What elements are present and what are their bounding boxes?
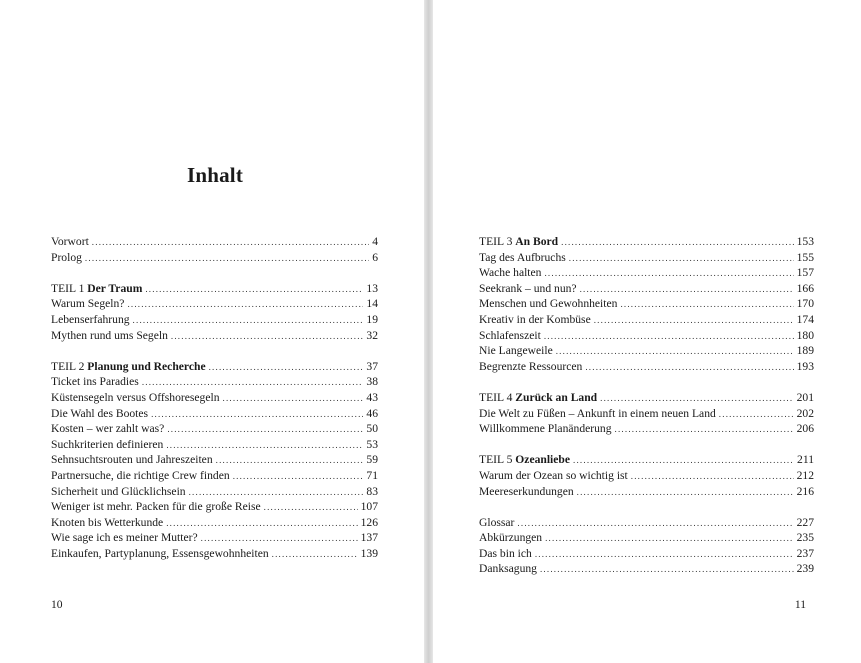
dot-leader: [615, 422, 794, 438]
dot-leader: [209, 360, 364, 376]
toc-entry-label: Die Welt zu Füßen – Ankunft in einem neuen Land: [479, 406, 716, 420]
toc-page-number: 206: [796, 422, 814, 436]
toc-page-number: 6: [372, 250, 378, 264]
toc-entry-label: [479, 452, 570, 468]
dot-leader: [167, 422, 363, 438]
dot-leader: [233, 469, 364, 485]
dot-leader: [189, 485, 364, 501]
section-gap: [479, 437, 814, 453]
toc-entry: [479, 530, 814, 546]
toc-entry-label: Kosten – wer zahlt was?: [51, 422, 165, 436]
toc-page-number: 137: [360, 531, 378, 545]
toc-entry-label: Danksagung: [479, 562, 537, 576]
toc-entry: [51, 312, 378, 328]
toc-entry: [479, 406, 814, 422]
dot-leader: [216, 453, 364, 469]
book-gutter: [424, 0, 433, 663]
toc-entry-label: Ticket ins Paradies: [51, 375, 139, 389]
toc-page-number: 4: [372, 235, 378, 248]
toc-page-number: 19: [366, 312, 378, 326]
dot-leader: [544, 329, 794, 345]
toc-entry-label: Partnersuche, die richtige Crew finden: [51, 468, 230, 482]
section-gap: [51, 343, 378, 359]
toc-entry: [479, 328, 814, 344]
dot-leader: [561, 235, 793, 251]
toc-entry-label: Nie Langeweile: [479, 344, 553, 358]
dot-leader: [223, 391, 364, 407]
toc-page-number: 14: [366, 297, 378, 311]
toc-entry: [51, 374, 378, 390]
toc-page-number: 157: [796, 266, 814, 280]
left-page: [0, 0, 424, 663]
toc-page-number: 153: [796, 235, 814, 248]
toc-entry: [51, 296, 378, 312]
toc-part-number: TEIL 3: [479, 235, 513, 248]
toc-entry: [51, 421, 378, 437]
toc-entry: [51, 250, 378, 266]
dot-leader: [594, 313, 794, 329]
toc-entry: [479, 281, 814, 297]
toc-entry: [479, 265, 814, 281]
toc-entry-label: Warum Segeln?: [51, 297, 125, 311]
toc-entry: [51, 437, 378, 453]
dot-leader: [556, 344, 794, 360]
toc-entry: [479, 468, 814, 484]
toc-page-number: 13: [366, 281, 378, 295]
toc-entry: [51, 546, 378, 562]
toc-left-list: [51, 234, 378, 561]
toc-entry-label: Einkaufen, Partyplanung, Essensgewohnheiten: [51, 546, 269, 560]
toc-page-number: 83: [366, 484, 378, 498]
toc-entry: [51, 484, 378, 500]
toc-part-heading: [51, 359, 378, 375]
dot-leader: [600, 391, 793, 407]
toc-part-heading: [479, 234, 814, 250]
toc-entry: [51, 234, 378, 250]
dot-leader: [719, 407, 794, 423]
toc-page-number: 235: [796, 531, 814, 545]
dot-leader: [133, 313, 364, 329]
toc-page-number: 227: [796, 515, 814, 529]
page-number-right: 11: [794, 598, 806, 611]
toc-entry: [479, 250, 814, 266]
dot-leader: [171, 329, 364, 345]
toc-entry-label: Tag des Aufbruchs: [479, 250, 566, 264]
toc-page-number: 212: [796, 468, 814, 482]
toc-entry-label: Sicherheit und Glücklichsein: [51, 484, 186, 498]
dot-leader: [264, 500, 358, 516]
toc-entry: [479, 515, 814, 531]
toc-part-title: Zurück an Land: [515, 390, 598, 404]
toc-page-number: 180: [796, 328, 814, 342]
toc-entry-label: [51, 359, 206, 375]
section-gap: [479, 499, 814, 515]
toc-entry-label: Menschen und Gewohnheiten: [479, 297, 618, 311]
section-gap: [51, 265, 378, 281]
dot-leader: [573, 453, 794, 469]
dot-leader: [92, 235, 369, 251]
toc-entry-label: Schlafenszeit: [479, 328, 541, 342]
toc-right-list: [479, 234, 814, 577]
toc-entry-label: Glossar: [479, 515, 515, 529]
toc-page-number: 170: [796, 297, 814, 311]
toc-entry: [479, 312, 814, 328]
toc-page-number: 193: [796, 359, 814, 373]
toc-entry-label: Küstensegeln versus Offshoresegeln: [51, 390, 220, 404]
toc-page-number: 189: [796, 344, 814, 358]
toc-entry-label: Seekrank – und nun?: [479, 281, 577, 295]
toc-page-number: 43: [366, 390, 378, 404]
toc-part-number: TEIL 2: [51, 359, 85, 373]
toc-page-number: 46: [366, 406, 378, 420]
toc-entry-label: Willkommene Planänderung: [479, 422, 612, 436]
toc-entry-label: Begrenzte Ressourcen: [479, 359, 583, 373]
toc-entry: [51, 328, 378, 344]
toc-page-number: 38: [366, 375, 378, 389]
dot-leader: [517, 516, 793, 532]
toc-entry-label: [479, 234, 558, 250]
dot-leader: [127, 297, 363, 313]
toc-page-number: 237: [796, 546, 814, 560]
dot-leader: [577, 485, 794, 501]
dot-leader: [166, 438, 363, 454]
dot-leader: [151, 407, 363, 423]
toc-page-number: 59: [366, 453, 378, 467]
toc-entry-label: Das bin ich: [479, 546, 532, 560]
dot-leader: [201, 531, 358, 547]
toc-part-title: Der Traum: [87, 281, 143, 295]
toc-entry-label: Lebenserfahrung: [51, 312, 130, 326]
toc-part-number: TEIL 1: [51, 281, 85, 295]
toc-entry: [479, 296, 814, 312]
toc-page-number: 201: [796, 390, 814, 404]
toc-page-number: 37: [366, 359, 378, 373]
toc-entry-label: Suchkriterien definieren: [51, 437, 164, 451]
toc-entry-label: Wie sage ich es meiner Mutter?: [51, 531, 198, 545]
right-page: [433, 0, 861, 663]
toc-entry-label: Kreativ in der Kombüse: [479, 312, 591, 326]
dot-leader: [142, 375, 364, 391]
toc-entry-label: Die Wahl des Bootes: [51, 406, 149, 420]
toc-entry-label: Sehnsuchtsrouten und Jahreszeiten: [51, 453, 213, 467]
toc-entry: [51, 468, 378, 484]
dot-leader: [545, 531, 794, 547]
toc-page-number: 239: [796, 562, 814, 576]
toc-part-title: Ozeanliebe: [515, 453, 571, 467]
toc-page-number: 216: [796, 484, 814, 498]
dot-leader: [620, 297, 793, 313]
toc-page-number: 211: [797, 453, 814, 467]
toc-part-number: TEIL 5: [479, 453, 513, 467]
dot-leader: [272, 547, 358, 563]
toc-page-number: 107: [360, 500, 378, 514]
toc-entry-label: [51, 281, 142, 297]
toc-page-number: 71: [366, 468, 378, 482]
toc-entry-label: Warum der Ozean so wichtig ist: [479, 468, 628, 482]
toc-part-number: TEIL 4: [479, 390, 513, 404]
dot-leader: [166, 516, 357, 532]
toc-entry: [51, 406, 378, 422]
toc-entry: [479, 546, 814, 562]
dot-leader: [585, 360, 793, 376]
toc-part-heading: [479, 452, 814, 468]
toc-entry-label: Vorwort: [51, 235, 89, 248]
page-number-left: 10: [51, 598, 63, 611]
toc-entry: [51, 499, 378, 515]
toc-page-number: 32: [366, 328, 378, 342]
toc-entry: [479, 484, 814, 500]
toc-entry: [51, 452, 378, 468]
toc-entry: [51, 390, 378, 406]
toc-entry-label: Abkürzungen: [479, 531, 543, 545]
toc-page-number: 139: [360, 546, 378, 560]
dot-leader: [85, 251, 369, 267]
toc-entry-label: Prolog: [51, 250, 82, 264]
toc-page-number: 174: [796, 312, 814, 326]
toc-entry: [479, 359, 814, 375]
toc-entry-label: Meereserkundungen: [479, 484, 574, 498]
toc-part-title: Planung und Recherche: [87, 359, 206, 373]
dot-leader: [631, 469, 794, 485]
toc-page-number: 166: [796, 281, 814, 295]
dot-leader: [580, 282, 794, 298]
dot-leader: [145, 282, 363, 298]
toc-part-title: An Bord: [515, 235, 559, 248]
toc-entry-label: Weniger ist mehr. Packen für die große Reise: [51, 500, 261, 514]
toc-page-number: 50: [366, 422, 378, 436]
toc-page-number: 202: [796, 406, 814, 420]
toc-entry-label: Mythen rund ums Segeln: [51, 328, 168, 342]
toc-part-heading: [51, 281, 378, 297]
toc-part-heading: [479, 390, 814, 406]
dot-leader: [535, 547, 794, 563]
dot-leader: [544, 266, 793, 282]
toc-entry: [51, 530, 378, 546]
toc-entry: [479, 343, 814, 359]
toc-entry-label: Wache halten: [479, 266, 542, 280]
toc-title: Inhalt: [186, 163, 244, 187]
toc-page-number: 53: [366, 437, 378, 451]
section-gap: [479, 374, 814, 390]
toc-page-number: 155: [796, 250, 814, 264]
toc-entry-label: [479, 390, 597, 406]
toc-entry: [479, 561, 814, 577]
dot-leader: [569, 251, 794, 267]
toc-entry: [51, 515, 378, 531]
dot-leader: [540, 562, 794, 578]
toc-page-number: 126: [360, 515, 378, 529]
toc-entry-label: Knoten bis Wetterkunde: [51, 515, 164, 529]
toc-entry: [479, 421, 814, 437]
